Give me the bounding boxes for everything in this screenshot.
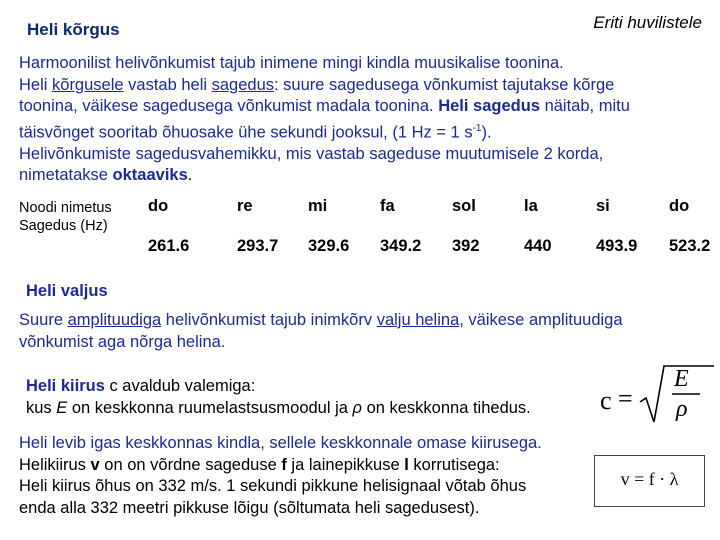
loudness-text: Suure: [19, 311, 68, 329]
pitch-paragraph: [19, 53, 709, 187]
loudness-line-2: võnkumist aga nõrga helina.: [19, 332, 226, 351]
formula-c: c: [600, 386, 612, 415]
freq-si: 493.9: [596, 237, 638, 255]
prop-text: korrutisega:: [408, 455, 500, 474]
note-re: re: [237, 197, 253, 215]
symbol-e: E: [56, 398, 68, 417]
propagation-paragraph: [19, 433, 604, 519]
pitch-text: täisvõnget sooritab õhuosake ühe sekundi jooksul, (1 Hz = 1 s: [19, 123, 473, 141]
pitch-text: .: [187, 166, 193, 184]
pitch-text: vastab heli: [123, 75, 212, 94]
prop-text: on on võrdne sageduse: [99, 455, 282, 474]
pitch-line-3: [19, 96, 709, 118]
heli-sagedus-term: Heli sagedus: [438, 97, 540, 115]
symbol-f: f: [281, 455, 287, 474]
formula-e: E: [674, 366, 689, 392]
speed-text: on keskkonna tihedus.: [361, 398, 531, 417]
symbol-l: l: [404, 455, 409, 474]
loudness-text: helivõnkumist tajub inimkõrv: [161, 311, 377, 329]
freq-re: 293.7: [237, 237, 279, 255]
loudness-paragraph: [19, 310, 709, 353]
sqrt-icon: [596, 362, 716, 428]
speed-line-2: [26, 398, 531, 420]
formula-rho: ρ: [676, 396, 688, 422]
sagedus-link: sagedus: [211, 75, 275, 94]
pitch-line-2: [19, 75, 709, 97]
oktaav-term: oktaaviks: [112, 166, 188, 184]
speed-text: on keskkonna ruumelastsusmoodul ja: [67, 398, 353, 417]
note-fa: fa: [380, 197, 395, 215]
pitch-text: näitab, mitu: [539, 97, 630, 115]
freq-mi: 329.6: [308, 237, 350, 255]
valju-helina-term: valju helina: [376, 311, 460, 329]
loudness-line-1: [19, 310, 709, 332]
propagation-line-3: Heli kiirus õhus on 332 m/s. 1 sekundi pikkune helisignaal võtab õhus: [19, 477, 527, 495]
pitch-text: nimetatakse: [19, 166, 113, 184]
formula-equals: =: [618, 384, 633, 413]
pitch-line-1: Harmoonilist helivõnkumist tajub inimene mingi kindla muusikalise toonina.: [19, 54, 564, 72]
page-title: Heli kõrgus: [27, 20, 120, 39]
loudness-text: , väikese amplituudiga: [459, 311, 623, 329]
pitch-text: Heli: [19, 75, 53, 94]
wave-formula-box: [594, 455, 705, 507]
heli-kiirus-term: Heli kiirus: [26, 377, 105, 395]
speed-paragraph: [26, 376, 531, 419]
table-row2-label: Sagedus (Hz): [19, 218, 108, 234]
note-do-high: do: [669, 197, 690, 215]
symbol-rho: ρ: [352, 398, 362, 417]
pitch-text: : suure sagedusega võnkumist tajutakse kõrge: [274, 75, 615, 94]
pitch-line-5: Helivõnkumiste sagedusvahemikku, mis vastab sageduse muutumisele 2 korda,: [19, 144, 604, 163]
wave-formula: v = f · λ: [620, 469, 679, 489]
pitch-text: ).: [481, 123, 492, 141]
propagation-line-2: [19, 455, 604, 477]
prop-text: ja lainepikkuse: [286, 455, 405, 474]
exponent: -1: [472, 122, 482, 134]
pitch-line-6: [19, 165, 709, 187]
pitch-line-4: [19, 118, 709, 144]
speed-text: kus: [26, 398, 57, 417]
symbol-v: v: [90, 455, 100, 474]
freq-sol: 392: [452, 237, 480, 255]
note-sol: sol: [452, 197, 476, 215]
speed-line-1: [26, 376, 531, 398]
note-mi: mi: [308, 197, 328, 215]
pitch-text: toonina, väikese sagedusega võnkumist madala toonina.: [19, 97, 439, 115]
corner-label: Eriti huvilistele: [593, 13, 702, 32]
note-la: la: [524, 197, 538, 215]
loudness-title: Heli valjus: [26, 282, 108, 300]
freq-do: 261.6: [148, 237, 190, 255]
speed-formula: [596, 362, 716, 428]
freq-do-high: 523.2: [669, 237, 711, 255]
speed-text: c avaldub valemiga:: [104, 377, 256, 395]
prop-text: Helikiirus: [19, 455, 91, 474]
freq-fa: 349.2: [380, 237, 422, 255]
amplituud-link: amplituudiga: [67, 311, 162, 329]
note-si: si: [596, 197, 610, 215]
korgusele-link: kõrgusele: [52, 75, 124, 94]
note-do: do: [148, 197, 169, 215]
propagation-line-1: Heli levib igas keskkonnas kindla, sellele keskkonnale omase kiirusega.: [19, 434, 542, 452]
propagation-line-4: enda alla 332 meetri pikkuse lõigu (sõltumata heli sagedusest).: [19, 498, 480, 517]
freq-la: 440: [524, 237, 552, 255]
table-row1-label: Noodi nimetus: [19, 200, 112, 216]
